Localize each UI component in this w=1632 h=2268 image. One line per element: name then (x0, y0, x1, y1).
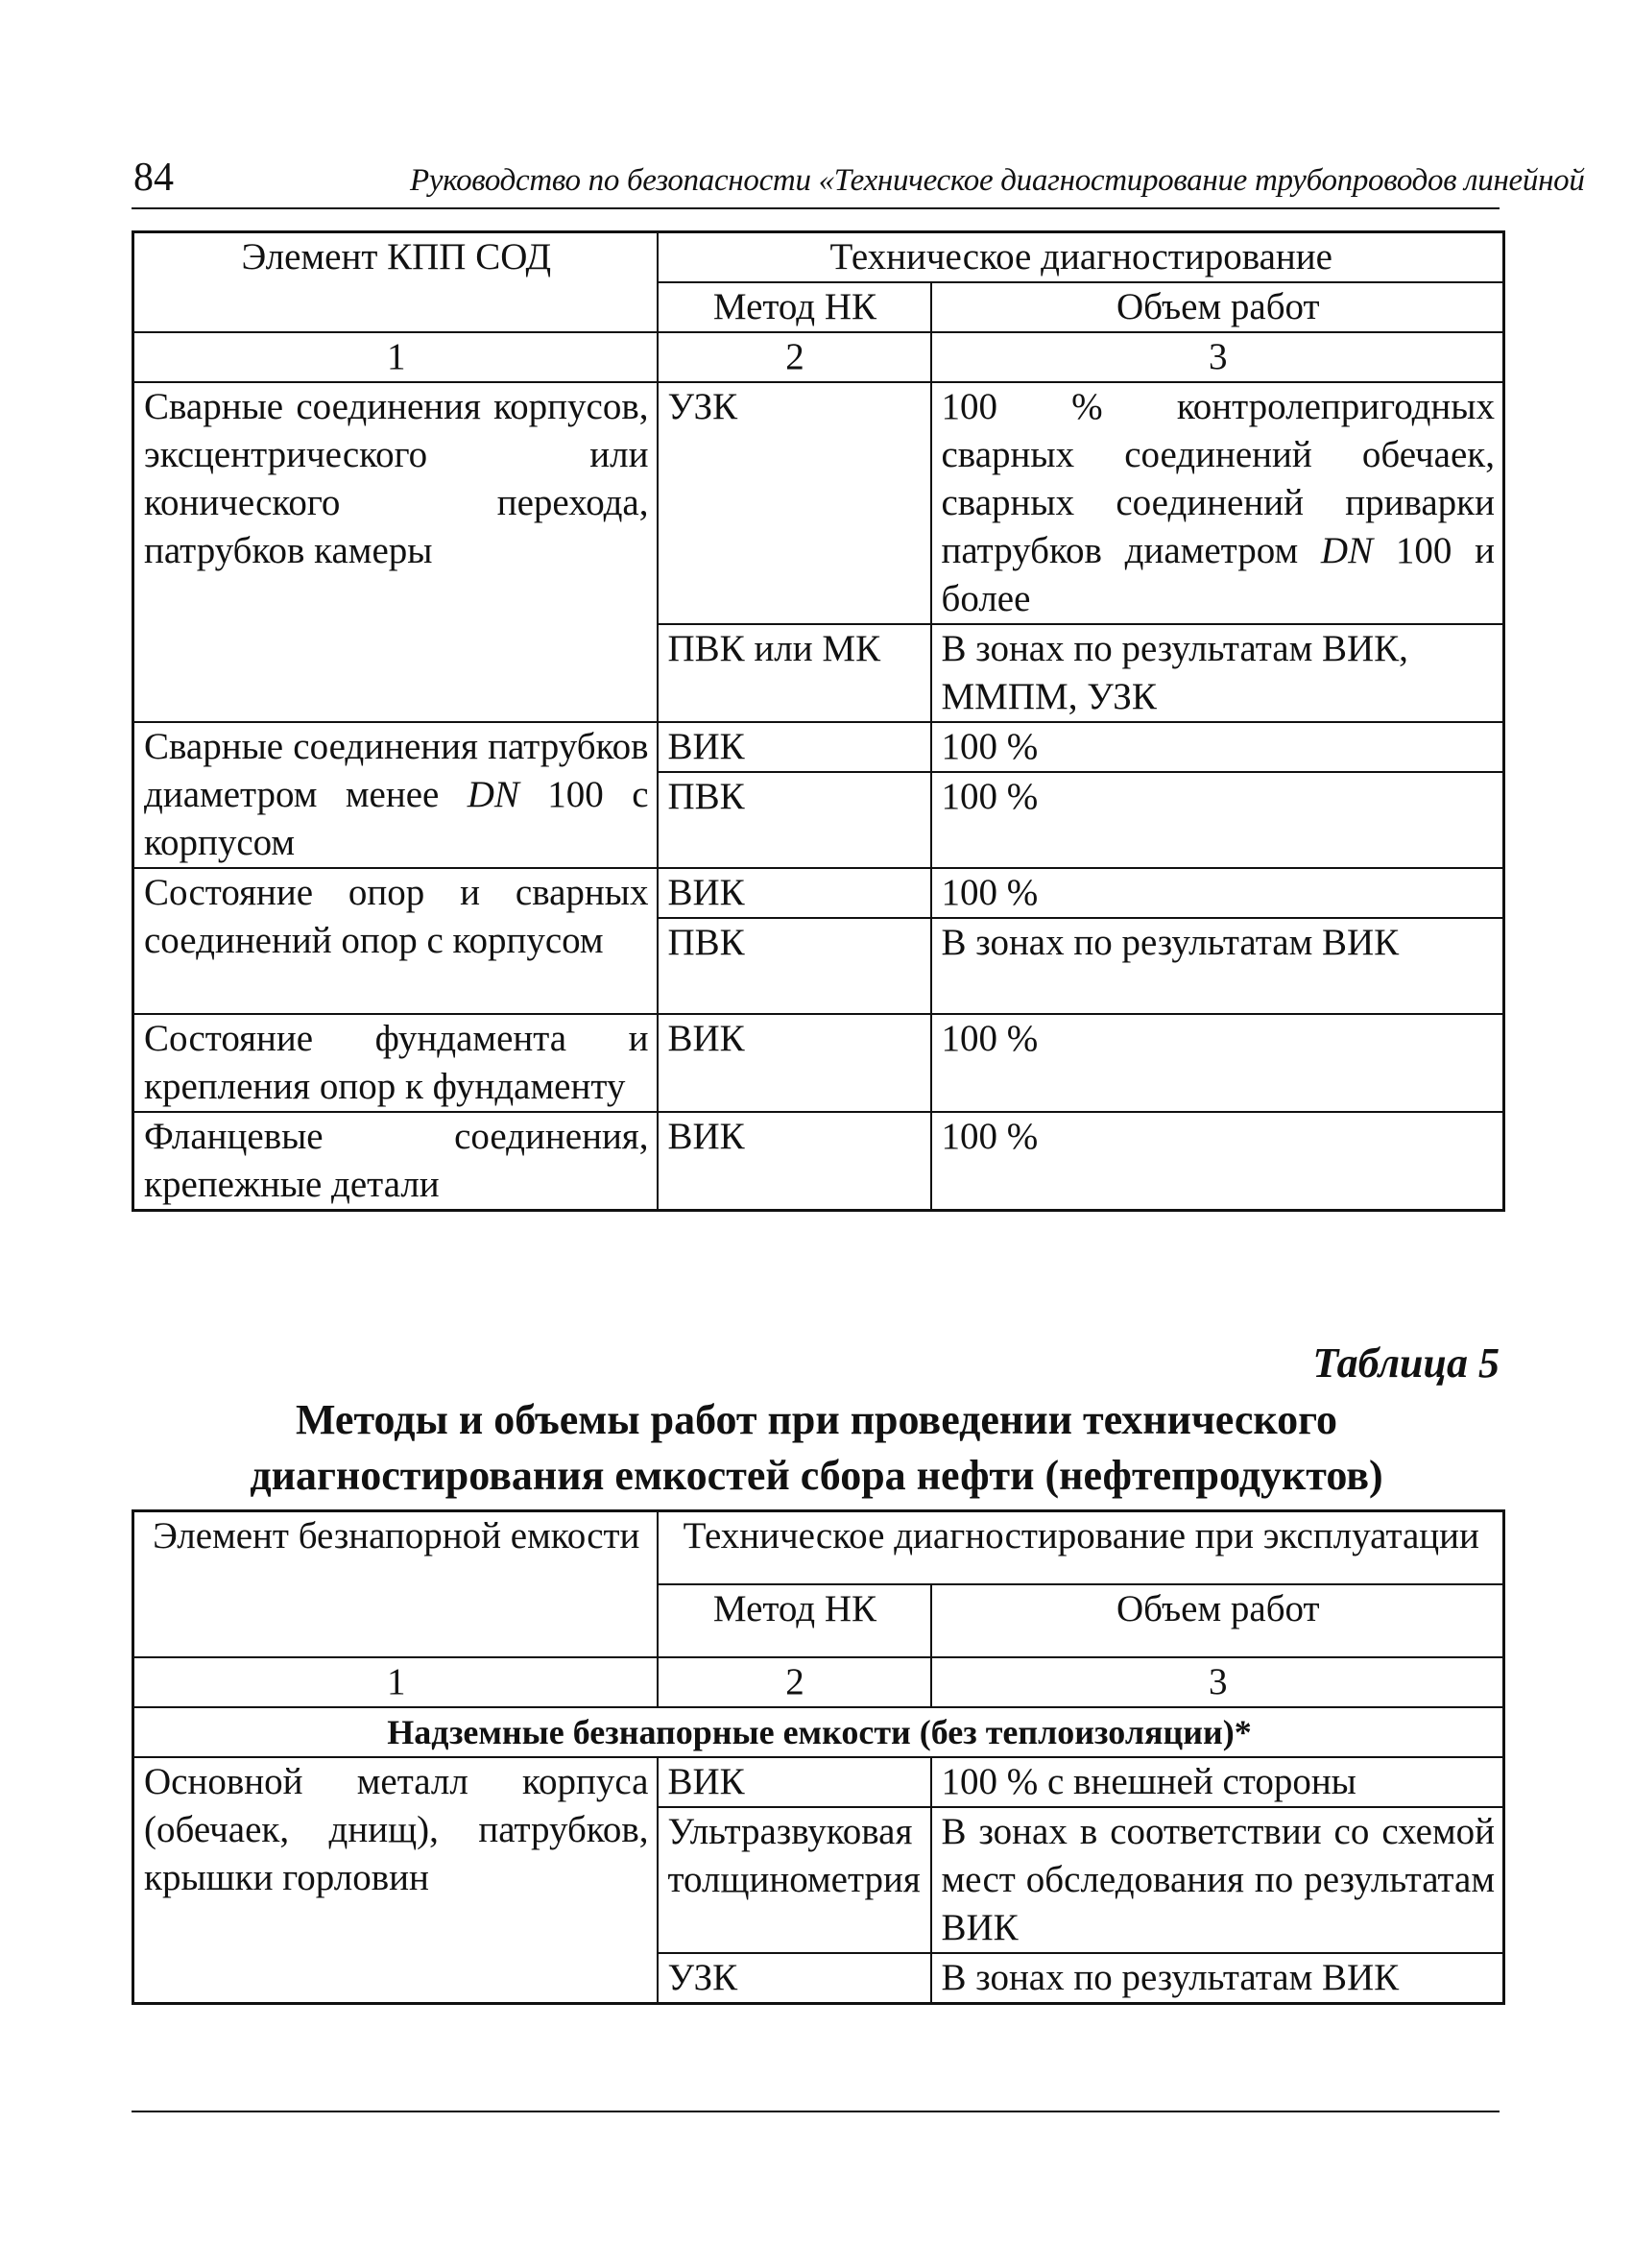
col3-header: Объем работ (931, 282, 1504, 332)
table-header-row (133, 1511, 1504, 1585)
col1-header: Элемент КПП СОД (133, 232, 658, 333)
element-cell: Фланцевые соединения, крепежные детали (133, 1112, 658, 1211)
volume-cell: 100 % с внешней стороны (931, 1757, 1504, 1807)
group-row (133, 1707, 1504, 1757)
volume-cell: 100 % (931, 722, 1504, 772)
table-5-title: Методы и объемы работ при проведении технического диагностирования емкостей сбора нефти (нефтепродуктов) (250, 1396, 1383, 1499)
volume-cell (931, 382, 1504, 624)
col1-header: Элемент безнапорной емкости (133, 1511, 658, 1658)
group-header: Техническое диагностирование (658, 232, 1504, 283)
volume-cell: В зонах по результатам ВИК, ММПМ, УЗК (931, 624, 1504, 722)
volume-cell: В зонах по результатам ВИК (931, 1953, 1504, 2004)
method-cell: ВИК (658, 1757, 931, 1807)
method-cell: ПВК (658, 772, 931, 868)
element-cell: Состояние фундамента и крепления опор к фундаменту (133, 1014, 658, 1112)
table-row (133, 1112, 1504, 1211)
dn-symbol: DN (467, 774, 519, 815)
volume-text: 100 и более (941, 530, 1496, 619)
element-cell: Сварные соединения корпусов, эксцентрического или конического перехода, патрубков камеры (133, 382, 658, 722)
col-number: 3 (931, 1657, 1504, 1707)
running-title: Руководство по безопасности «Техническое диагностирование трубопроводов линейной (410, 163, 1585, 198)
table-row (133, 1014, 1504, 1112)
method-cell: Ультразвуковая толщинометрия (658, 1807, 931, 1953)
method-cell: ВИК (658, 1014, 931, 1112)
method-cell: ВИК (658, 722, 931, 772)
table-row (133, 722, 1504, 772)
table-row (133, 868, 1504, 918)
col-number: 2 (658, 332, 931, 382)
element-text: 100 с корпусом (144, 774, 649, 863)
col-number: 3 (931, 332, 1504, 382)
group-row-label: Надземные безнапорные емкости (без теплоизоляции)* (133, 1707, 1504, 1757)
volume-cell: 100 % (931, 772, 1504, 868)
element-cell (133, 722, 658, 868)
col3-header: Объем работ (931, 1584, 1504, 1657)
volume-cell: 100 % (931, 1112, 1504, 1211)
volume-cell: 100 % (931, 1014, 1504, 1112)
table-header-row (133, 232, 1504, 283)
element-text: Сварные соединения патрубков диаметром менее (144, 726, 649, 815)
col-number: 2 (658, 1657, 931, 1707)
method-cell: УЗК (658, 1953, 931, 2004)
table-row (133, 1757, 1504, 1807)
col-number: 1 (133, 332, 658, 382)
table-row (133, 382, 1504, 624)
column-numbers-row (133, 1657, 1504, 1707)
method-cell: ПВК (658, 918, 931, 1014)
col-number: 1 (133, 1657, 658, 1707)
table-5-caption: Таблица 5 (1312, 1339, 1500, 1387)
column-numbers-row (133, 332, 1504, 382)
volume-cell: В зонах по результатам ВИК (931, 918, 1504, 1014)
page-number: 84 (133, 156, 174, 200)
page-header (132, 152, 1585, 209)
element-cell: Основной металл корпуса (обечаек, днищ), патрубков, крышки горловин (133, 1757, 658, 2004)
method-cell: ВИК (658, 1112, 931, 1211)
table-4 (132, 230, 1505, 1212)
col2-header: Метод НК (658, 282, 931, 332)
volume-cell: В зонах в соответствии со схемой мест обследования по результатам ВИК (931, 1807, 1504, 1953)
bottom-rule (132, 2111, 1500, 2112)
dn-symbol: DN (1320, 530, 1374, 571)
table-5 (132, 1509, 1505, 2005)
volume-text: 100 % контролепригодных сварных соединений обечаек, сварных соединений приварки патрубков диаметром (941, 386, 1495, 571)
method-cell: ВИК (658, 868, 931, 918)
element-cell: Состояние опор и сварных соединений опор с корпусом (133, 868, 658, 1014)
col2-header: Метод НК (658, 1584, 931, 1657)
group-header: Техническое диагностирование при эксплуатации (658, 1511, 1504, 1585)
method-cell: УЗК (658, 382, 931, 624)
method-cell: ПВК или МК (658, 624, 931, 722)
volume-cell: 100 % (931, 868, 1504, 918)
